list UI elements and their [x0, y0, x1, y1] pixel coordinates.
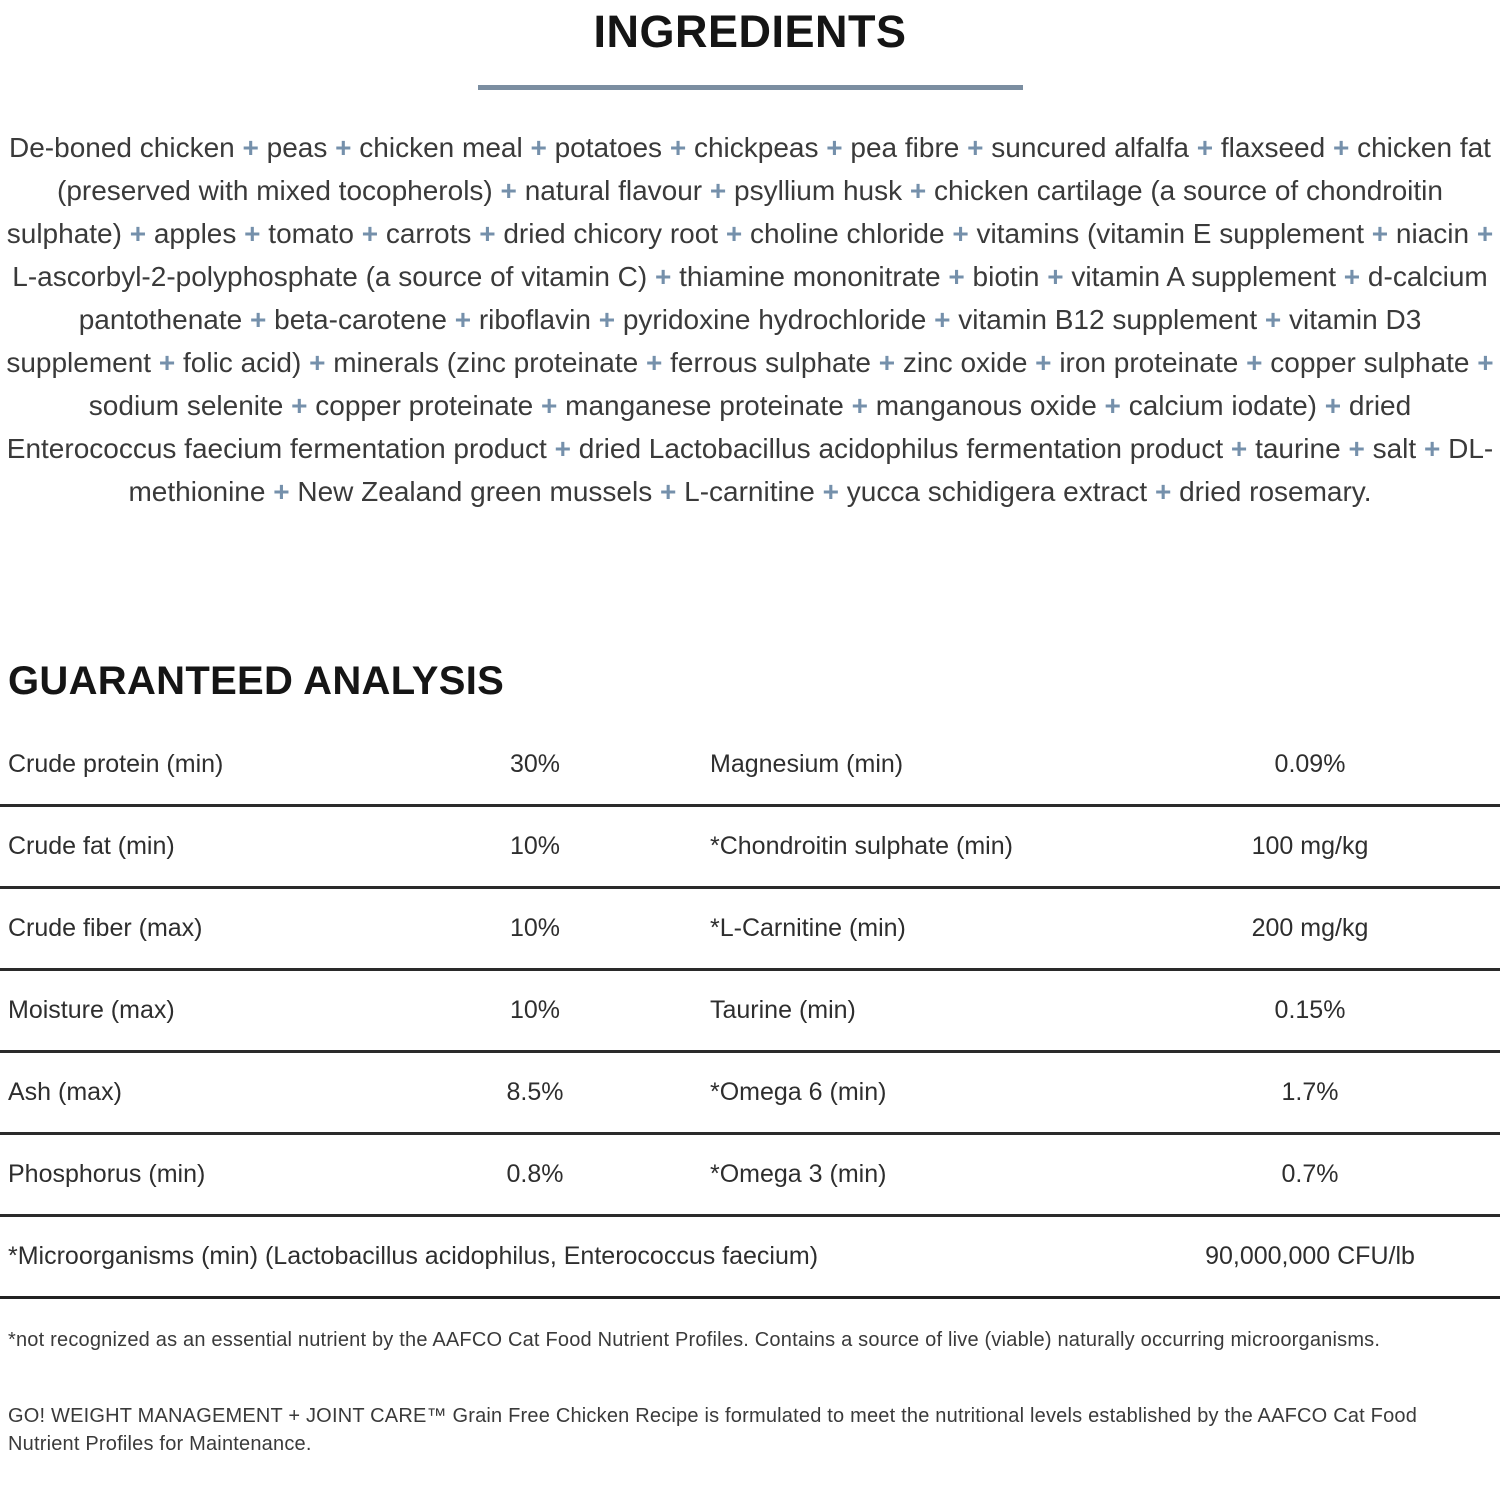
- nutrient-label: *Chondroitin sulphate (min): [710, 832, 1013, 860]
- nutrient-value: 10%: [509, 832, 561, 860]
- nutrient-label: Phosphorus (min): [8, 1160, 206, 1188]
- nutrient-value: 0.8%: [506, 1160, 564, 1188]
- nutrient-value: 200 mg/kg: [1251, 914, 1369, 942]
- ingredient-item: iron proteinate: [1059, 347, 1239, 378]
- ingredients-title: INGREDIENTS: [593, 6, 907, 57]
- ingredient-item: calcium iodate): [1128, 390, 1317, 421]
- ingredient-item: New Zealand green mussels: [297, 476, 653, 507]
- ingredient-item: copper proteinate: [315, 390, 534, 421]
- nutrient-value: 10%: [509, 914, 561, 942]
- ingredient-item: salt: [1372, 433, 1417, 464]
- ingredient-item: copper sulphate: [1270, 347, 1470, 378]
- nutrient-value: 8.5%: [506, 1078, 564, 1106]
- ingredient-item: vitamin B12 supplement: [958, 304, 1258, 335]
- plus-separator: +: [1343, 261, 1361, 292]
- plus-separator: +: [158, 347, 176, 378]
- ingredient-item: vitamin D3 supplement: [6, 304, 1422, 378]
- ingredient-item: potatoes: [554, 132, 663, 163]
- ingredient-item: natural flavour: [524, 175, 703, 206]
- plus-separator: +: [646, 347, 663, 378]
- plus-separator: +: [249, 304, 267, 335]
- plus-separator: +: [1035, 347, 1052, 378]
- ingredient-item: manganous oxide: [875, 390, 1097, 421]
- nutrient-value: 1.7%: [1281, 1078, 1339, 1106]
- plus-separator: +: [1104, 390, 1121, 421]
- plus-separator: +: [1196, 132, 1214, 163]
- ingredient-item: beta-carotene: [274, 304, 447, 335]
- ingredient-item: niacin: [1395, 218, 1470, 249]
- plus-separator: +: [725, 218, 743, 249]
- aafco-statement: GO! WEIGHT MANAGEMENT + JOINT CARE™ Grain Free Chicken Recipe is formulated to meet the nutritional levels established by the AAFCO Cat Food Nutrient Profiles for Maintenance.: [8, 1405, 1418, 1455]
- ingredient-item: L-carnitine: [684, 476, 815, 507]
- plus-separator: +: [1047, 261, 1064, 292]
- nutrient-label: Crude fat (min): [8, 832, 175, 860]
- nutrient-value: 30%: [509, 750, 561, 778]
- plus-separator: +: [291, 390, 308, 421]
- ingredient-item: yucca schidigera extract: [846, 476, 1148, 507]
- ingredient-item: pyridoxine hydrochloride: [622, 304, 927, 335]
- ingredient-item: vitamins (vitamin E supplement: [976, 218, 1364, 249]
- plus-separator: +: [1264, 304, 1282, 335]
- plus-separator: +: [909, 175, 927, 206]
- nutrient-label: Taurine (min): [710, 996, 856, 1024]
- ingredient-item: ferrous sulphate: [670, 347, 871, 378]
- nutrient-label: *L-Carnitine (min): [710, 914, 906, 942]
- plus-separator: +: [1154, 476, 1172, 507]
- plus-separator: +: [948, 261, 965, 292]
- plus-separator: +: [826, 132, 843, 163]
- ingredient-item: apples: [153, 218, 237, 249]
- nutrient-label: Ash (max): [8, 1078, 122, 1106]
- analysis-row: [0, 725, 1500, 807]
- plus-separator: +: [361, 218, 379, 249]
- plus-separator: +: [1230, 433, 1248, 464]
- plus-separator: +: [1371, 218, 1389, 249]
- plus-separator: +: [1324, 390, 1342, 421]
- ingredient-item: dried Enterococcus faecium fermentation product: [6, 390, 1412, 464]
- ingredients-text: [3, 126, 1497, 513]
- plus-separator: +: [554, 433, 571, 464]
- ingredient-item: biotin: [972, 261, 1040, 292]
- pet-food-label: [0, 6, 1500, 1506]
- plus-separator: +: [878, 347, 896, 378]
- plus-separator: +: [967, 132, 984, 163]
- nutrient-label: *Microorganisms (min) (Lactobacillus acidophilus, Enterococcus faecium): [8, 1242, 819, 1270]
- plus-separator: +: [530, 132, 547, 163]
- plus-separator: +: [1477, 347, 1494, 378]
- nutrient-label: Moisture (max): [8, 996, 175, 1024]
- ingredient-item: L-ascorbyl-2-polyphosphate (a source of vitamin C): [12, 261, 648, 292]
- nutrient-value: 100 mg/kg: [1251, 832, 1369, 860]
- ingredient-item: pea fibre: [850, 132, 960, 163]
- ingredient-item: DL-methionine: [128, 433, 1494, 507]
- ingredient-item: flaxseed: [1220, 132, 1326, 163]
- plus-separator: +: [1348, 433, 1365, 464]
- ingredient-item: tomato: [268, 218, 354, 249]
- ingredient-item: chicken meal: [359, 132, 523, 163]
- analysis-row: [0, 971, 1500, 1053]
- plus-separator: +: [655, 261, 672, 292]
- nutrient-label: *Omega 3 (min): [710, 1160, 887, 1188]
- ingredient-item: riboflavin: [478, 304, 591, 335]
- nutrient-value: 0.09%: [1274, 750, 1346, 778]
- plus-separator: +: [1246, 347, 1263, 378]
- ingredient-item: taurine: [1255, 433, 1341, 464]
- ingredient-item: De-boned chicken: [9, 132, 235, 163]
- nutrient-label: Crude fiber (max): [8, 914, 203, 942]
- plus-separator: +: [1476, 218, 1494, 249]
- ingredient-item: carrots: [385, 218, 472, 249]
- plus-separator: +: [541, 390, 558, 421]
- title-underline-divider: [478, 85, 1023, 90]
- ingredient-item: d-calcium pantothenate: [78, 261, 1488, 335]
- plus-separator: +: [598, 304, 616, 335]
- plus-separator: +: [242, 132, 259, 163]
- plus-separator: +: [1332, 132, 1350, 163]
- ingredient-item: minerals (zinc proteinate: [333, 347, 639, 378]
- ingredient-item: dried chicory root: [503, 218, 719, 249]
- analysis-row: [0, 1053, 1500, 1135]
- nutrient-value: 0.15%: [1274, 996, 1346, 1024]
- plus-separator: +: [500, 175, 517, 206]
- plus-separator: +: [952, 218, 969, 249]
- ingredient-item: chickpeas: [693, 132, 819, 163]
- plus-separator: +: [309, 347, 326, 378]
- plus-separator: +: [934, 304, 951, 335]
- ingredient-item: chicken cartilage (a source of chondroitin sulphate): [6, 175, 1443, 249]
- ingredient-item: psyllium husk: [734, 175, 903, 206]
- plus-separator: +: [822, 476, 840, 507]
- plus-separator: +: [709, 175, 727, 206]
- plus-separator: +: [454, 304, 472, 335]
- nutrient-value: 90,000,000 CFU/lb: [1205, 1242, 1415, 1270]
- plus-separator: +: [669, 132, 687, 163]
- guaranteed-analysis-title: GUARANTEED ANALYSIS: [8, 659, 505, 703]
- plus-separator: +: [660, 476, 677, 507]
- ingredient-item: suncured alfalfa: [991, 132, 1189, 163]
- analysis-row: [0, 1135, 1500, 1217]
- ingredient-item: sodium selenite: [88, 390, 284, 421]
- nutrient-label: Magnesium (min): [710, 750, 904, 778]
- ingredient-item: dried Lactobacillus acidophilus fermentation product: [578, 433, 1224, 464]
- ingredient-item: peas: [266, 132, 328, 163]
- plus-separator: +: [851, 390, 868, 421]
- ingredient-item: folic acid): [183, 347, 302, 378]
- analysis-table: [0, 725, 1500, 1299]
- ingredient-item: choline chloride: [750, 218, 945, 249]
- nutrient-label: *Omega 6 (min): [710, 1078, 887, 1106]
- analysis-row-microorganisms: [0, 1217, 1500, 1299]
- nutrient-value: 10%: [509, 996, 561, 1024]
- ingredient-item: dried rosemary.: [1179, 476, 1372, 507]
- analysis-row: [0, 889, 1500, 971]
- asterisk-footnote: *not recognized as an essential nutrient by the AAFCO Cat Food Nutrient Profiles. Contains a source of live (viable) naturally occurring microorganisms.: [8, 1329, 1381, 1351]
- ingredient-item: manganese proteinate: [565, 390, 844, 421]
- nutrient-label: Crude protein (min): [8, 750, 224, 778]
- plus-separator: +: [479, 218, 496, 249]
- plus-separator: +: [335, 132, 352, 163]
- plus-separator: +: [1423, 433, 1441, 464]
- analysis-row: [0, 807, 1500, 889]
- ingredient-item: vitamin A supplement: [1071, 261, 1336, 292]
- ingredient-item: zinc oxide: [902, 347, 1028, 378]
- nutrient-value: 0.7%: [1281, 1160, 1339, 1188]
- plus-separator: +: [244, 218, 261, 249]
- ingredient-item: chicken fat (preserved with mixed tocopherols): [57, 132, 1491, 206]
- ingredient-item: thiamine mononitrate: [679, 261, 941, 292]
- plus-separator: +: [273, 476, 290, 507]
- plus-separator: +: [129, 218, 147, 249]
